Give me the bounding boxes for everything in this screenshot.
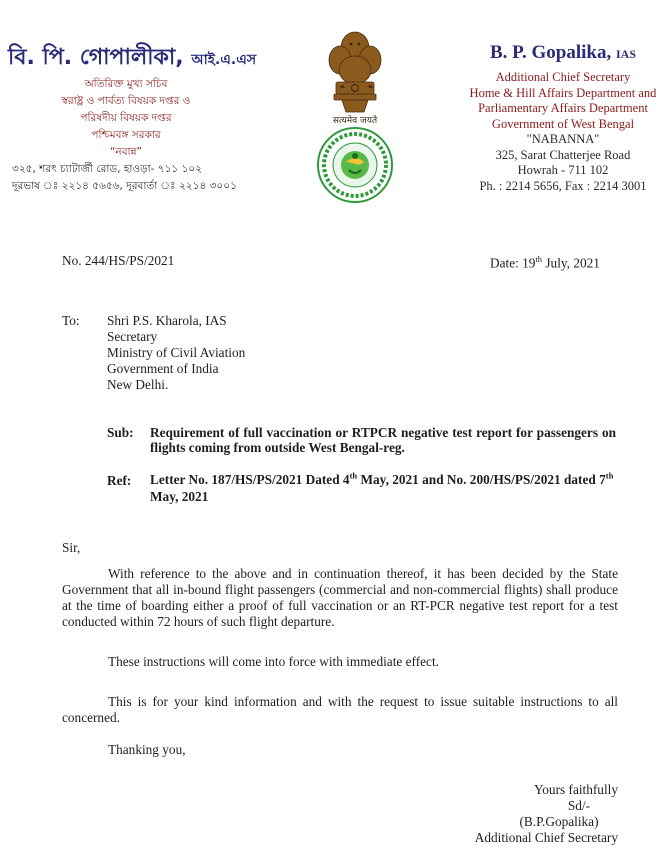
letter-ref-number: No. 244/HS/PS/2021 — [62, 253, 175, 268]
reference-text: Letter No. 187/HS/PS/2021 Dated 4th May, 2021 and No. 200/HS/PS/2021 dated 7th May, 2021 — [150, 470, 614, 504]
english-officer-name: B. P. Gopalika, IAS — [489, 42, 637, 63]
english-city: Howrah - 711 102 — [517, 163, 609, 177]
signatory-title: Additional Chief Secretary — [474, 830, 618, 845]
letter-date: Date: 19th July, 2021 — [490, 254, 600, 271]
closing-line: Thanking you, — [108, 742, 186, 757]
english-building: "NABANNA" — [526, 132, 600, 146]
bengali-address-block — [0, 76, 252, 195]
sign-off: Yours faithfully — [534, 782, 618, 797]
emblem-motto: सत्यमेव जयते — [332, 116, 378, 126]
addressee-line: Shri P.S. Kharola, IAS — [107, 313, 227, 328]
signature-block — [440, 782, 618, 846]
bengali-officer-name: বি. পি. গোপালীকা, আই.এ.এস — [8, 45, 257, 70]
body-paragraph-3: This is for your kind information and with the request to issue suitable instructions to all concerned. — [62, 694, 618, 725]
english-phone: Ph. : 2214 5656, Fax : 2214 3001 — [479, 178, 647, 193]
english-street: 325, Sarat Chatterjee Road — [495, 147, 631, 162]
signed-mark: Sd/- — [567, 798, 591, 813]
body-paragraph-1: With reference to the above and in continuation thereof, it has been decided by the State Government that all in-bound flight passengers (commercial and non-commercial flights) shall produce at the time of boarding either a proof of full vaccination or an RT-PCR negative test report for a test conducted within 72 hours of such flight departure. — [62, 566, 618, 629]
salutation: Sir, — [62, 540, 81, 555]
addressee-line: New Delhi. — [107, 377, 169, 392]
addressee-line: Secretary — [107, 329, 158, 344]
to-label: To: — [62, 313, 80, 328]
bengali-designation: অতিরিক্ত মুখ্য সচিব — [84, 78, 168, 90]
english-dept-line1: Home & Hill Affairs Department and — [469, 85, 657, 100]
reference-label: Ref: — [107, 473, 132, 488]
english-address-block — [458, 70, 663, 194]
bengali-phone: দূরভাষ ঃ ২২১৪ ৫৬৫৬, দূরবার্তা ঃ ২২১৪ ৩০০১ — [12, 180, 237, 192]
bengali-dept-line2: পরিষদীয় বিষয়ক দপ্তর — [80, 112, 172, 124]
addressee-line: Government of India — [107, 361, 219, 376]
bengali-dept-line1: স্বরাষ্ট্র ও পার্বত্য বিষয়ক দপ্তর ও — [61, 95, 191, 107]
addressee-line: Ministry of Civil Aviation — [107, 345, 246, 360]
english-designation: Additional Chief Secretary — [495, 70, 631, 84]
english-govt: Government of West Bengal — [491, 116, 635, 131]
body-paragraph-2: These instructions will come into force with immediate effect. — [108, 654, 439, 669]
bengali-address: ৩২৫, শরৎ চ্যাটার্জী রোড, হাওড়া- ৭১১ ১০২ — [12, 163, 203, 175]
bengali-building: “নবান্ন” — [109, 146, 143, 158]
addressee-block — [107, 313, 245, 393]
subject-text: Requirement of full vaccination or RTPCR negative test report for passengers on flights coming from outside West Bengal-reg. — [150, 425, 616, 455]
west-bengal-seal-icon — [316, 126, 394, 204]
subject-label: Sub: — [107, 425, 134, 440]
signatory-name: (B.P.Gopalika) — [519, 814, 599, 829]
english-dept-line2: Parliamentary Affairs Department — [478, 101, 648, 115]
bengali-govt: পশ্চিমবঙ্গ সরকার — [91, 129, 161, 141]
